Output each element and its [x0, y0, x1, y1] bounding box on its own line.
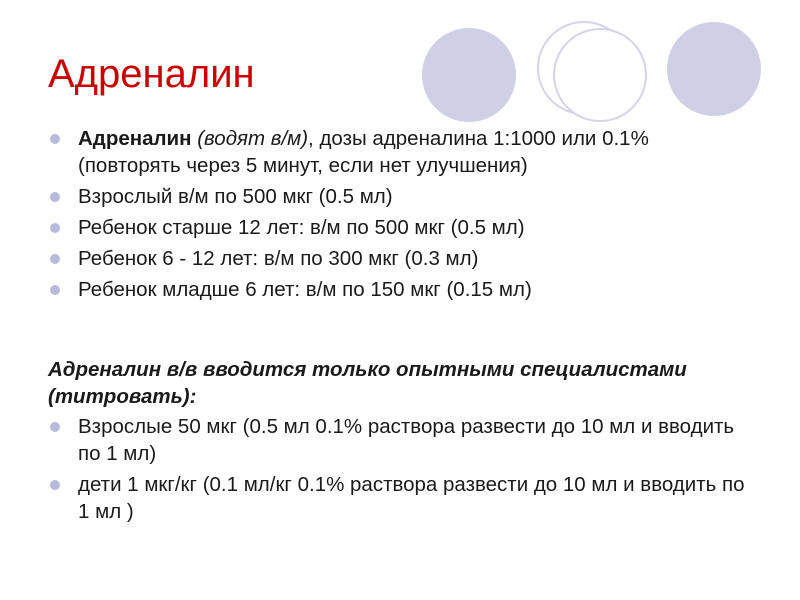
- dose-child-over-12: Ребенок старше 12 лет: в/м по 500 мкг (0.5 мл): [78, 216, 525, 239]
- drug-name: Адреналин: [78, 127, 192, 150]
- dose-adult: Взрослый в/м по 500 мкг (0.5 мл): [78, 185, 393, 208]
- bullet-icon: [50, 254, 60, 264]
- dose-child-6-12: Ребенок 6 - 12 лет: в/м по 300 мкг (0.3 мл): [78, 247, 479, 270]
- decorative-circle: [667, 22, 761, 116]
- decorative-circle: [422, 28, 516, 122]
- list-item: [48, 413, 748, 467]
- list-item: [48, 125, 748, 179]
- list-item: [48, 471, 748, 525]
- list-item: [48, 214, 748, 241]
- route-note: (водят в/м): [191, 127, 309, 150]
- iv-section-heading: Адреналин в/в вводится только опытными специалистами (титровать):: [48, 358, 687, 408]
- bullet-icon: [50, 134, 60, 144]
- iv-dosing-list: [48, 413, 748, 529]
- list-item: [48, 183, 748, 210]
- dose-child-under-6: Ребенок младше 6 лет: в/м по 150 мкг (0.15 мл): [78, 278, 532, 301]
- im-dosing-list: [48, 125, 748, 307]
- decorative-circle: [553, 28, 647, 122]
- iv-dose-adult: Взрослые 50 мкг (0.5 мл 0.1% раствора развести до 10 мл и вводить по 1 мл): [78, 415, 735, 465]
- slide-title: Адреналин: [48, 52, 255, 96]
- bullet-icon: [50, 223, 60, 233]
- bullet-icon: [50, 285, 60, 295]
- list-item: [48, 245, 748, 272]
- dose-description: , дозы адреналина 1:1000 или 0.1% (повторять через 5 минут, если нет улучшения): [78, 127, 649, 177]
- iv-dose-children: дети 1 мкг/кг (0.1 мл/кг 0.1% раствора развести до 10 мл и вводить по 1 мл ): [78, 473, 745, 523]
- bullet-icon: [50, 480, 60, 490]
- bullet-icon: [50, 192, 60, 202]
- list-item: [48, 276, 748, 303]
- bullet-icon: [50, 422, 60, 432]
